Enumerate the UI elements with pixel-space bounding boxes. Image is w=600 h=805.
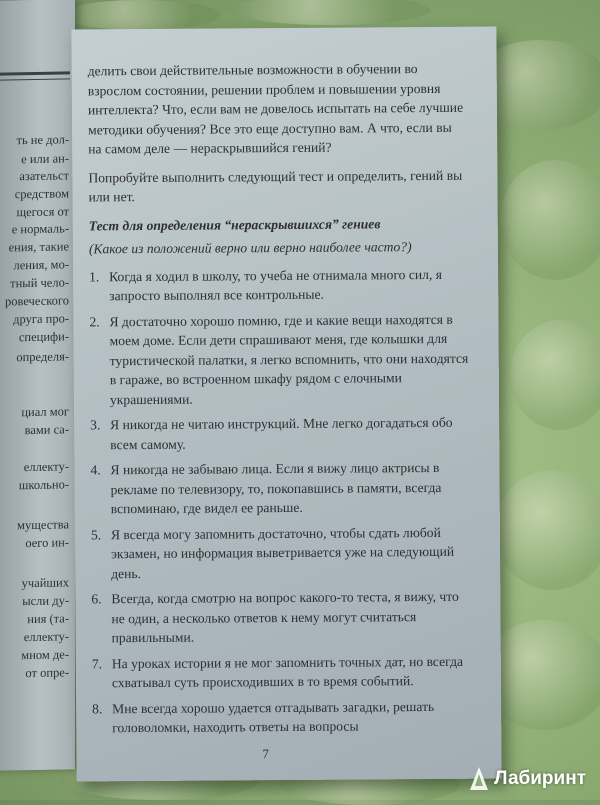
left-page-line: ления, мо- (13, 257, 69, 273)
book-page (71, 27, 501, 782)
item-text: Я никогда не забываю лица. Если я вижу лицо актрисы в рекламе по телевизору, то, покопавшись в памяти, всегда вспоминаю, где видел ее раньше. (110, 459, 442, 517)
left-page-line: ровеческого (4, 293, 69, 309)
item-number: 8. (92, 700, 103, 716)
test-item (91, 587, 471, 648)
item-text: Всегда, когда смотрю на вопрос какого-то теста, я вижу, что не один, а несколько ответов к нему могут считаться правильными. (111, 588, 459, 646)
item-number: 4. (90, 462, 101, 478)
left-page-line: школьно- (18, 477, 69, 493)
item-text: Я всегда могу запомнить достаточно, чтобы сдать любой экзамен, но информация выветривается уже на следующий день. (110, 524, 455, 581)
watermark (468, 766, 586, 792)
item-text: На уроках истории я не мог запомнить точных дат, но всегда схватывал суть происходивших в то время событий. (111, 653, 464, 691)
item-number: 2. (89, 313, 100, 329)
left-page-line: учайших (21, 575, 69, 591)
item-number: 3. (90, 417, 101, 433)
left-page-text (0, 0, 75, 681)
left-page-line: щегося от (16, 204, 69, 220)
left-page-line: еллекту- (23, 459, 69, 475)
left-page-line: мном де- (21, 647, 69, 663)
test-item (92, 651, 472, 693)
left-page-line: определя- (16, 349, 69, 365)
header-rule (0, 71, 70, 75)
quilt-bump (500, 160, 600, 280)
test-item (89, 309, 470, 409)
left-page-line: е нормаль- (11, 221, 69, 237)
item-text: Когда я ходил в школу, то учеба не отнимала много сил, я запросто выполнял все контрольные. (109, 266, 443, 304)
page-content (88, 59, 473, 744)
quilt-bump (495, 470, 600, 590)
page-number: 7 (262, 746, 269, 762)
left-page-line: оего ин- (25, 535, 69, 551)
header-rule-thin (0, 78, 70, 80)
intro-paragraph: делить свои действительные возможности в обучении во взрослом состоянии, решении проблем и повышении уровня интеллекта? Что, если вам не довелось испытать на себе лучшие методики обучения? Все это еще доступно вам. А что, если вы на самом деле — нераскрывшийся гений? (87, 61, 464, 157)
left-page-line: циал мог (21, 404, 69, 420)
left-page-line: еллекту- (23, 629, 69, 645)
item-number: 1. (89, 268, 100, 284)
left-page-line: азательст (19, 168, 69, 184)
quilt-bump (230, 0, 430, 25)
item-text: Я никогда не читаю инструкций. Мне легко догадаться обо всем самому. (110, 414, 453, 452)
item-text: Мне всегда хорошо удается отгадывать загадки, решать головоломки, находить ответы на вопросы (112, 698, 435, 736)
left-page-line: от опре- (25, 665, 69, 681)
labirint-logo-icon (468, 766, 490, 792)
left-page-line: мущества (17, 517, 69, 533)
test-title: Тест для определения “нераскрывшихся” гениев (88, 215, 381, 233)
left-page-line: ть не дол- (16, 132, 69, 148)
item-text: Я достаточно хорошо помню, где и какие вещи находятся в моем доме. Если дети спрашивают меня, где колышки для туристической палатки, я легко вспомнить, что они находятся в гараже, во встроенном шкафу рядом с елочными украшениями. (109, 311, 469, 407)
intro-paragraph: Попробуйте выполнить следующий тест и определить, гений вы или нет. (88, 167, 463, 205)
test-item (92, 696, 472, 738)
left-page-line: ысли ду- (22, 593, 69, 609)
item-number: 5. (90, 526, 102, 542)
left-page-line: тный чело- (10, 275, 69, 291)
item-number: 6. (91, 591, 102, 607)
left-page-line: специфи- (18, 329, 69, 345)
test-item (91, 522, 471, 583)
left-page-line: друга про- (13, 311, 69, 327)
quilt-bump (510, 320, 600, 430)
test-subtitle: (Какое из положений верно или верно наиболее часто?) (88, 239, 412, 257)
left-page-line: средством (14, 186, 69, 202)
item-number: 7. (91, 655, 103, 671)
test-item (90, 413, 470, 455)
watermark-text: Лабиринт (494, 768, 586, 789)
left-page-line: ения, такие (8, 239, 69, 255)
test-item (90, 458, 470, 519)
test-item (89, 264, 469, 306)
left-page-line: вами са- (24, 422, 69, 438)
left-page-line: ния (та- (27, 611, 69, 627)
quilt-bump (60, 0, 220, 30)
left-page (0, 0, 75, 771)
left-page-line: е или ан- (21, 151, 69, 167)
